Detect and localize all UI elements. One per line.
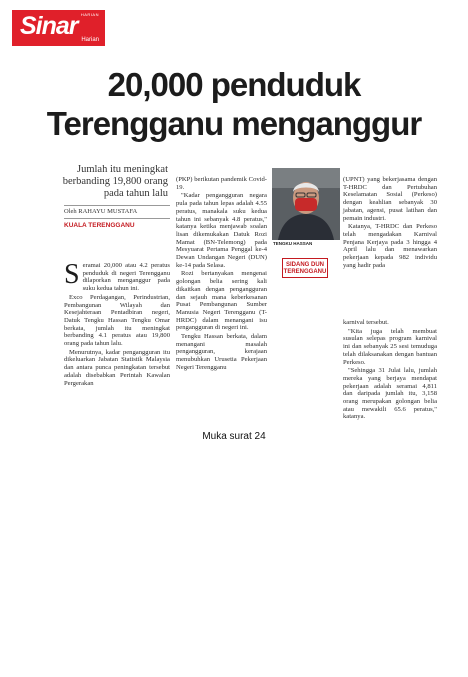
section-tag [282,258,328,278]
paragraph: Exco Perdagangan, Perindustrian, Pembangunan Wilayah dan Kesejahteraan Pentadbiran negeri, Datuk Tengku Hassan Tengku Omar berkata, jumlah itu meningkat berbanding 4.1 peratus atau 19,800 orang pada tahun lalu. [64,293,170,348]
deck: Jumlah itu meningkat berbanding 19,800 orang pada tahun lalu [62,164,168,199]
logo-sub: Harian [81,37,99,43]
paragraph: karnival tersebut. [343,319,389,326]
divider [64,218,170,219]
paragraph: (UPNT) yang bekerjasama dengan T-HRDC dan Pertubuhan Keselamatan Sosial (Perkeso) dengan keahlian sebanyak 30 jabatan, agensi, pusat latihan dan pemain industri. [343,176,437,222]
photo-caption: TENGKU HASSAN [273,241,313,246]
paragraph: (PKP) berikutan pandemik Covid-19. [176,176,267,191]
paragraph-text: eramai 20,000 atau 4.2 peratus penduduk di negeri Terengganu dilaporkan menganggur pada suku kedua tahun ini. [82,262,170,293]
paragraph: Rozi bertanyakan mengenai golongan belia sering kali dikaitkan dengan pengangguran dan sejauh mana keberkesanan Pusat Pembangunan Sumber Manusia Negeri Terengganu (T-HRDC) dalam menangani isu pengangguran di negeri ini. [176,270,267,332]
divider [64,205,170,206]
logo-top-text: HARIAN [80,12,99,17]
article-column-3-continued [343,319,437,422]
article-column-1 [64,259,170,388]
paragraph: Katanya, T-HRDC dan Perkeso telah mengadakan Karnival Penjana Kerjaya pada 3 hingga 4 April lalu dan menawarkan pekerjaan kepada 982 individu yang hadir pada [343,223,437,269]
dateline: KUALA TERENGGANU [64,222,135,229]
headline-line-2: Terengganu menganggur [46,105,422,142]
paragraph: "Sehingga 31 Julai lalu, jumlah mereka yang berjaya mendapat pekerjaan adalah seramai 4,811 dan daripada jumlah itu, 3,158 orang merupakan golongan belia atau mewakili 65.6 peratus," katanya. [343,367,437,421]
dropcap: S [64,259,80,290]
headline-line-1: 20,000 penduduk [107,66,361,103]
logo-brand: Sinar [20,12,78,40]
portrait-illustration [272,168,340,240]
byline: Oleh RAHAYU MUSTAFA [64,208,138,215]
article-column-2 [176,176,267,373]
paragraph: "Kita juga telah membuat susulan selepas program karnival ini dan sebanyak 25 sesi temuduga telah dilaksanakan dengan bantuan Perkeso. [343,327,437,366]
sinar-harian-logo [12,10,105,46]
page-number-note: Muka surat 24 [202,431,266,442]
paragraph: Menurutnya, kadar pengangguran itu dikeluarkan Jabatan Statistik Malaysia dan antara punca peningkatan tersebut adalah disebabkan Perintah Kawalan Pergerakan [64,348,170,387]
tag-line-1: SIDANG DUN [285,262,324,268]
tag-line-2: TERENGGANU [283,269,327,275]
portrait-photo [272,168,340,240]
paragraph [64,259,170,293]
article-column-3 [343,176,437,270]
paragraph: "Kadar pengangguran negara pula pada tahun lepas adalah 4.55 peratus, manakala suku kedua tahun ini sebanyak 4.8 peratus," katanya ketika menjawab soalan lisan dikemukakan Datuk Rozi Mamat (BN-Telemong) pada Mesyuarat Pertama Penggal ke-4 Dewan Undangan Negeri (DUN) ke-14 pada Selasa. [176,192,267,269]
paragraph: Tengku Hassan berkata, dalam menangani masalah pengangguran, kerajaan menubuhkan Urusetia Pekerjaan Negeri Terengganu [176,333,267,371]
